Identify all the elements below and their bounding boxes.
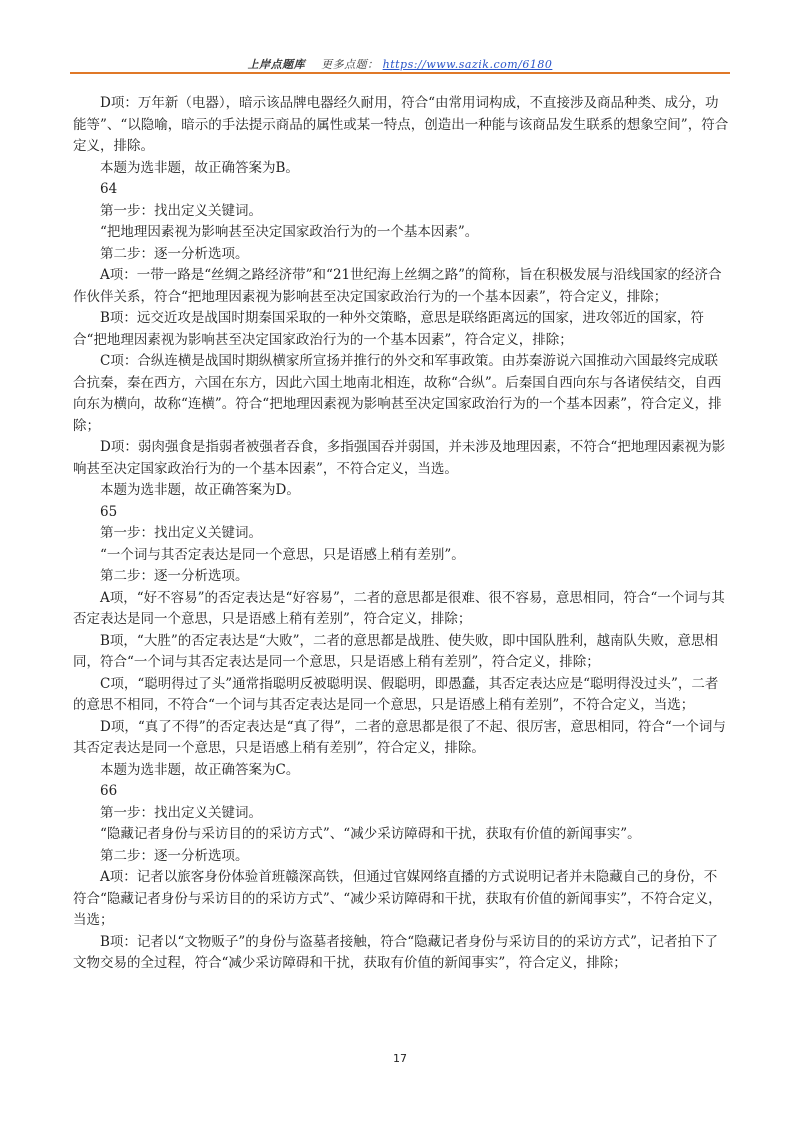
header-divider (70, 72, 730, 74)
paragraph: D项：万年新（电器），暗示该品牌电器经久耐用，符合“由常用词构成，不直接涉及商品种类、成分，功能等”、“以隐喻，暗示的手法提示商品的属性或某一特点，创造出一种能与该商品发生联系的想象空间”，符合定义，排除。 (73, 95, 729, 154)
paragraph: B项：远交近攻是战国时期秦国采取的一种外交策略，意思是联络距离远的国家，进攻邻近的国家，符合“把地理因素视为影响甚至决定国家政治行为的一个基本因素”，符合定义，排除； (73, 310, 704, 348)
paragraph: A项：记者以旅客身份体验首班赣深高铁，但通过官媒网络直播的方式说明记者并未隐藏自己的身份，不符合“隐藏记者身份与采访目的的采访方式”、“减少采访障碍和干扰，获取有价值的新闻事实”，不符合定义，当选； (73, 869, 722, 928)
question-number: 65 (100, 503, 118, 520)
paragraph: “一个词与其否定表达是同一个意思，只是语感上稍有差别”。 (100, 546, 465, 563)
paragraph: “把地理因素视为影响甚至决定国家政治行为的一个基本因素”。 (100, 224, 479, 240)
paragraph: C项：合纵连横是战国时期纵横家所宣扬并推行的外交和军事政策。由苏秦游说六国推动六国最终完成联合抗秦，秦在西方，六国在东方，因此六国土地南北相连，故称“合纵”。后秦国自西向东与各诸侯结交，自西向东为横向，故称“连横”。符合“把地理因素视为影响甚至决定国家政治行为的一个基本因素”，符合定义，排除； (73, 353, 722, 434)
paragraph: 第一步：找出定义关键词。 (100, 202, 262, 219)
header-link[interactable]: https://www.sazik.com/6180 (382, 58, 553, 71)
page-number: 17 (393, 1052, 407, 1065)
header-brand: 上岸点题库 (247, 58, 306, 71)
paragraph: C项，“聪明得过了头”通常指聪明反被聪明误、假聪明，即愚蠢，其否定表达应是“聪明得没过头”，二者的意思不相同，不符合“一个词与其否定表达是同一个意思，只是语感上稍有差别”，不符合定义，当选； (73, 675, 719, 713)
paragraph: “隐藏记者身份与采访目的的采访方式”、“减少采访障碍和干扰，获取有价值的新闻事实”。 (100, 826, 641, 842)
paragraph: D项，“真了不得”的否定表达是“真了得”，二者的意思都是很了不起、很厉害，意思相同，符合“一个词与其否定表达是同一个意思，只是语感上稍有差别”，符合定义，排除。 (73, 718, 726, 756)
paragraph: 本题为选非题，故正确答案为C。 (100, 761, 300, 778)
paragraph: 第一步：找出定义关键词。 (100, 804, 262, 821)
paragraph: 第二步：逐一分析选项。 (100, 568, 249, 584)
paragraph: D项：弱肉强食是指弱者被强者吞食，多指强国吞并弱国，并未涉及地理因素，不符合“把地理因素视为影响甚至决定国家政治行为的一个基本因素”，不符合定义，当选。 (73, 439, 726, 477)
question-number: 66 (100, 783, 118, 799)
paragraph: 第一步：找出定义关键词。 (100, 525, 262, 541)
paragraph: 第二步：逐一分析选项。 (100, 847, 249, 864)
header-prefix: 更多点题： (321, 58, 379, 71)
document-body (73, 93, 729, 975)
paragraph: B项：记者以“文物贩子”的身份与盗墓者接触，符合“隐藏记者身份与采访目的的采访方式”，记者拍下了文物交易的全过程，符合“减少采访障碍和干扰，获取有价值的新闻事实”，符合定义，排除； (73, 933, 719, 971)
paragraph: B项，“大胜”的否定表达是“大败”，二者的意思都是战胜、使失败，即中国队胜利，越南队失败，意思相同，符合“一个词与其否定表达是同一个意思，只是语感上稍有差别”，符合定义，排除； (73, 632, 719, 670)
page-header (0, 56, 800, 72)
question-number: 64 (100, 181, 118, 197)
paragraph: A项，“好不容易”的否定表达是“好容易”，二者的意思都是很难、很不容易，意思相同，符合“一个词与其否定表达是同一个意思，只是语感上稍有差别”，符合定义，排除； (73, 589, 725, 627)
paragraph: 本题为选非题，故正确答案为B。 (100, 159, 299, 176)
paragraph: 本题为选非题，故正确答案为D。 (100, 482, 300, 498)
paragraph: A项：一带一路是“丝绸之路经济带”和“21世纪海上丝绸之路”的简称，旨在积极发展与沿线国家的经济合作伙伴关系，符合“把地理因素视为影响甚至决定国家政治行为的一个基本因素”，符合定义，排除； (73, 267, 722, 305)
paragraph: 第二步：逐一分析选项。 (100, 245, 249, 262)
